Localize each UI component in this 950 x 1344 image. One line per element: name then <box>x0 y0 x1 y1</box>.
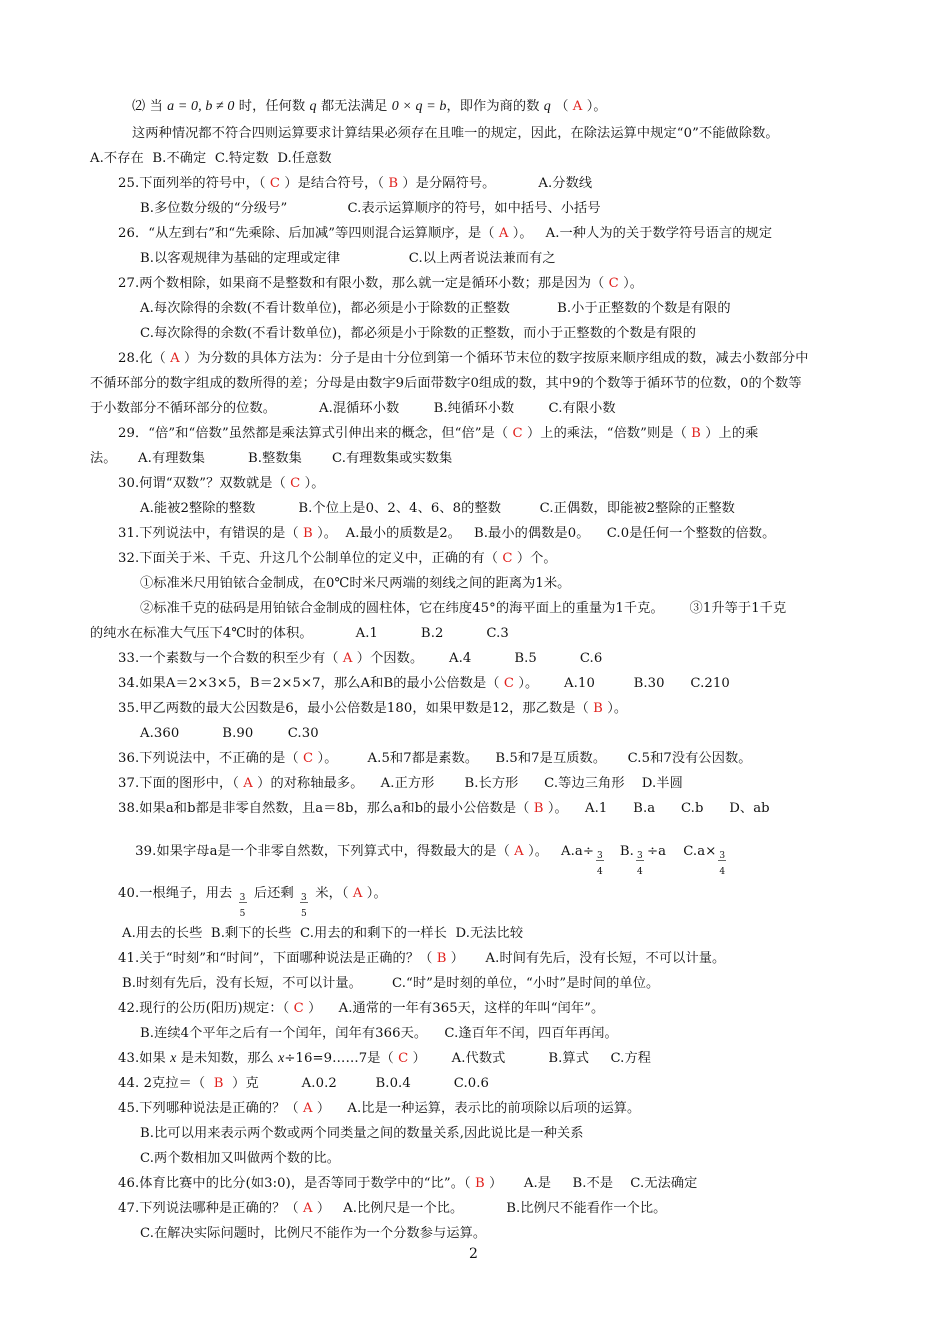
math-expression: 0 × q = b <box>391 99 447 114</box>
question-line-l09 <box>140 300 731 318</box>
question-line-l21 <box>140 600 786 618</box>
line-text: ）克 A.0.2 B.0.4 C.0.6 <box>223 1076 490 1091</box>
answer-mark: B <box>691 426 701 441</box>
question-line-l28 <box>118 775 683 793</box>
fraction-three-quarters: $\frac{3}{4}$ <box>596 851 603 877</box>
line-text: ）。 <box>618 276 644 291</box>
line-text: ） A.比例尺是一个比。 B.比例尺不能看作一个比。 <box>312 1201 667 1216</box>
question-line-l32 <box>122 925 523 943</box>
line-text: C.每次除得的余数(不看计数单位)，都必须是小于除数的正整数，而小于正整数的个数是有限的 <box>140 326 696 341</box>
question-line-l31 <box>118 885 387 919</box>
answer-mark: C <box>398 1051 409 1066</box>
line-text: 的纯水在标准大气压下4℃时的体积。 A.1 B.2 C.3 <box>90 626 509 641</box>
line-text: ）上的乘 <box>700 426 759 441</box>
answer-mark: C <box>608 276 619 291</box>
q39-answer: A <box>514 844 524 859</box>
line-text: 不循环部分的数字组成的数所得的差；分母是由数字9后面带数字0组成的数，其中9的个数等于循环节的位数，0的个数等 <box>90 376 802 391</box>
answer-mark: A <box>498 226 509 241</box>
line-text: ）。 <box>586 99 607 114</box>
q39-stem: 39.如果字母a是一个非零自然数，下列算式中，得数最大的是（ <box>135 844 515 859</box>
line-text: A.每次除得的余数(不看计数单位)，都必须是小于除数的正整数 B.小于正整数的个数是有限的 <box>140 301 731 316</box>
answer-mark: B <box>436 951 447 966</box>
question-line-l34 <box>122 975 659 993</box>
question-line-l08 <box>118 275 643 293</box>
question-line-l11 <box>118 350 809 368</box>
line-text: 是未知数，那么 <box>176 1051 279 1066</box>
question-line-l41 <box>140 1150 340 1168</box>
answer-mark: A <box>170 351 180 366</box>
line-text: 27.两个数相除，如果商不是整数和有限小数，那么就一定是循环小数；那是因为（ <box>118 276 609 291</box>
line-text: 36.下列说法中，不正确的是（ <box>118 751 304 766</box>
line-text: ①标准米尺用铂铱合金制成，在0℃时米尺两端的刻线之间的距离为1米。 <box>140 576 571 591</box>
line-text: ）是分隔符号。 A.分数线 <box>398 176 593 191</box>
answer-mark: C <box>503 676 515 691</box>
line-text: 33.一个素数与一个合数的积至少有（ <box>118 651 343 666</box>
line-text: 45.下列哪种说法是正确的？（ <box>118 1101 304 1116</box>
line-text: A.能被2整除的整数 B.个位上是0、2、4、6、8的整数 C.正偶数，即能被2整除的正整数 <box>140 501 735 516</box>
line-text: ）。 A.1 B.a C.b D、ab <box>543 801 770 816</box>
fraction-three-quarters: $\frac{3}{4}$ <box>719 851 726 877</box>
math-variable: x <box>170 1051 177 1066</box>
answer-mark: C <box>290 476 301 491</box>
line-text: B.多位数分级的“分级号” C.表示运算顺序的符号，如中括号、小括号 <box>140 201 601 216</box>
line-text: ÷16=9……7是（ <box>284 1051 399 1066</box>
math-expression: a = 0, b ≠ 0 <box>167 99 235 114</box>
line-text: 后还剩 <box>249 886 299 901</box>
question-line-l02 <box>132 125 779 143</box>
line-text: ）上的乘法，“倍数”则是（ <box>522 426 692 441</box>
question-line-l10 <box>140 325 696 343</box>
line-text: ）。 <box>362 886 387 901</box>
question-line-l05 <box>140 200 601 218</box>
line-text: 31.下列说法中，有错误的是（ <box>118 526 304 541</box>
fraction-three-quarters: $\frac{3}{4}$ <box>636 851 643 877</box>
line-text: 时，任何数 <box>234 99 310 114</box>
question-line-l01 <box>132 98 607 116</box>
line-text: ） A.比是一种运算，表示比的前项除以后项的运算。 <box>312 1101 641 1116</box>
line-text: ）是结合符号，（ <box>280 176 389 191</box>
question-line-l15 <box>90 450 452 468</box>
line-text: 法。 A.有理数集 B.整数集 C.有理数集或实数集 <box>90 451 453 466</box>
question-line-l04 <box>118 175 592 193</box>
line-text: 41.关于“时刻”和“时间”，下面哪种说法是正确的？（ <box>118 951 437 966</box>
line-text: 37.下面的图形中，（ <box>118 776 244 791</box>
q39-option-b: B. <box>606 844 634 859</box>
question-line-l14 <box>118 425 758 443</box>
line-text: （ <box>550 99 569 114</box>
question-line-l43 <box>118 1200 666 1218</box>
answer-mark: C <box>303 751 314 766</box>
fraction-three-fifths: $\frac{3}{5}$ <box>239 893 246 919</box>
line-text: 米，（ <box>311 886 353 901</box>
line-text: ）。 A.一种人为的关于数学符号语言的规定 <box>508 226 773 241</box>
line-text: 40.一根绳子，用去 <box>118 886 237 901</box>
line-text: ） A.时间有先后，没有长短，不可以计量。 <box>446 951 726 966</box>
question-line-l27 <box>118 750 752 768</box>
line-text: ②标准千克的砝码是用铂铱合金制成的圆柱体，它在纬度45°的海平面上的重量为1千克。 ③1升等于1千克 <box>140 601 787 616</box>
answer-mark: B <box>213 1076 224 1091</box>
line-text: 35.甲乙两数的最大公因数是6，最小公倍数是180，如果甲数是12，那乙数是（ <box>118 701 594 716</box>
line-text: ）的对称轴最多。 A.正方形 B.长方形 C.等边三角形 D.半圆 <box>252 776 683 791</box>
line-text: C.在解决实际问题时，比例尺不能作为一个分数参与运算。 <box>140 1226 487 1241</box>
question-line-l13 <box>90 400 616 418</box>
line-text: ） A.代数式 B.算式 C.方程 <box>408 1051 652 1066</box>
line-text: ）为分数的具体方法为：分子是由十分位到第一个循环节末位的数字按原来顺序组成的数，减去小数部分中 <box>179 351 809 366</box>
question-line-l22 <box>90 625 509 643</box>
line-text: 34.如果A＝2×3×5，B＝2×5×7，那么A和B的最小公倍数是（ <box>118 676 504 691</box>
question-line-l42 <box>118 1175 697 1193</box>
line-text: 43.如果 <box>118 1051 171 1066</box>
question-line-l03 <box>90 150 332 168</box>
line-text: ）。 A.5和7都是素数。 B.5和7是互质数。 C.5和7没有公因数。 <box>313 751 752 766</box>
question-line-l40 <box>140 1125 584 1143</box>
answer-mark: B <box>303 526 313 541</box>
question-line-l26 <box>140 725 319 743</box>
answer-mark: C <box>293 1001 304 1016</box>
line-text: 29．“倍”和“倍数”虽然都是乘法算式引伸出来的概念，但“倍”是（ <box>118 426 513 441</box>
line-text: ）个。 <box>512 551 557 566</box>
line-text: ） A.通常的一年有365天，这样的年叫“闰年”。 <box>303 1001 605 1016</box>
answer-mark: A <box>568 99 587 114</box>
question-line-l39 <box>118 1100 640 1118</box>
line-text: 26．“从左到右”和“先乘除、后加减”等四则混合运算顺序，是（ <box>118 226 499 241</box>
line-text: 30.何谓“双数”？双数就是（ <box>118 476 291 491</box>
line-text: ）。 A.10 B.30 C.210 <box>514 676 730 691</box>
line-text: 47.下列说法哪种是正确的？（ <box>118 1201 304 1216</box>
question-line-l20 <box>140 575 570 593</box>
question-39 <box>118 825 729 879</box>
question-line-l18 <box>118 525 775 543</box>
answer-mark: A <box>303 1201 313 1216</box>
question-line-l06 <box>118 225 772 243</box>
question-line-l17 <box>140 500 735 518</box>
fraction-three-fifths: $\frac{3}{5}$ <box>301 893 307 919</box>
question-line-l25 <box>118 700 627 718</box>
page-number: 2 <box>469 1246 478 1262</box>
line-text: B.比可以用来表示两个数或两个同类量之间的数量关系,因此说比是一种关系 <box>140 1126 584 1141</box>
line-text: 于小数部分不循环部分的位数。 A.混循环小数 B.纯循环小数 C.有限小数 <box>90 401 616 416</box>
math-expression: q <box>543 99 551 114</box>
line-text: A.360 B.90 C.30 <box>140 726 319 741</box>
line-text: A.不存在 B.不确定 C.特定数 D.任意数 <box>90 151 332 166</box>
line-text: B.时刻有先后，没有长短，不可以计量。 C.“时”是时刻的单位，“小时”是时间的单位。 <box>122 976 660 991</box>
answer-mark: B <box>533 801 544 816</box>
question-line-l23 <box>118 650 602 668</box>
line-text: 这两种情况都不符合四则运算要求计算结果必须存在且唯一的规定，因此，在除法运算中规定“0”不能做除数。 <box>132 126 779 141</box>
line-text: 44. 2克拉＝（ <box>118 1076 214 1091</box>
line-text: B.连续4个平年之后有一个闰年，闰年有366天。 C.逢百年不闰，四百年再闰。 <box>140 1026 618 1041</box>
line-text: B.以客观规律为基础的定理或定律 C.以上两者说法兼而有之 <box>140 251 556 266</box>
line-text: ）。 <box>300 476 325 491</box>
answer-mark: C <box>512 426 523 441</box>
q39-option-a: ）。 A.a÷ <box>523 844 594 859</box>
answer-mark: B <box>388 176 399 191</box>
answer-mark: A <box>243 776 253 791</box>
line-text: ）。 <box>602 701 628 716</box>
question-line-l12 <box>90 375 802 393</box>
question-line-l44 <box>140 1225 486 1243</box>
line-text: ）个因数。 A.4 B.5 C.6 <box>352 651 603 666</box>
line-text: ） A.是 B.不是 C.无法确定 <box>484 1176 698 1191</box>
line-text: 28.化（ <box>118 351 171 366</box>
line-text: A.用去的长些 B.剩下的长些 C.用去的和剩下的一样长 D.无法比较 <box>122 926 524 941</box>
answer-mark: A <box>352 886 363 901</box>
answer-mark: C <box>502 551 513 566</box>
line-text: ⑵ 当 <box>132 99 168 114</box>
answer-mark: A <box>342 651 353 666</box>
answer-mark: B <box>593 701 603 716</box>
question-line-l35 <box>118 1000 604 1018</box>
question-line-l33 <box>118 950 725 968</box>
math-variable: x <box>278 1051 285 1066</box>
question-line-l07 <box>140 250 556 268</box>
question-line-l16 <box>118 475 325 493</box>
q39-option-c: ÷a C.a× <box>646 844 717 859</box>
line-text: 38.如果a和b都是非零自然数，且a＝8b，那么a和b的最小公倍数是（ <box>118 801 534 816</box>
math-expression: q <box>309 99 317 114</box>
question-line-l29 <box>118 800 770 818</box>
line-text: 42.现行的公历(阳历)规定：（ <box>118 1001 294 1016</box>
line-text: C.两个数相加又叫做两个数的比。 <box>140 1151 341 1166</box>
answer-mark: A <box>303 1101 313 1116</box>
answer-mark: B <box>474 1176 485 1191</box>
question-line-l38 <box>118 1075 489 1093</box>
answer-mark: C <box>269 176 281 191</box>
line-text: ）。 A.最小的质数是2。 B.最小的偶数是0。 C.0是任何一个整数的倍数。 <box>312 526 776 541</box>
line-text: 都无法满足 <box>316 99 392 114</box>
line-text: 25.下面列举的符号中，（ <box>118 176 270 191</box>
line-text: ，即作为商的数 <box>446 99 544 114</box>
question-line-l36 <box>140 1025 618 1043</box>
question-line-l24 <box>118 675 730 693</box>
question-line-l37 <box>118 1050 651 1068</box>
line-text: 32.下面关于米、千克、升这几个公制单位的定义中，正确的有（ <box>118 551 503 566</box>
question-line-l19 <box>118 550 557 568</box>
line-text: 46.体育比赛中的比分(如3:0)，是否等同于数学中的“比”。（ <box>118 1176 475 1191</box>
